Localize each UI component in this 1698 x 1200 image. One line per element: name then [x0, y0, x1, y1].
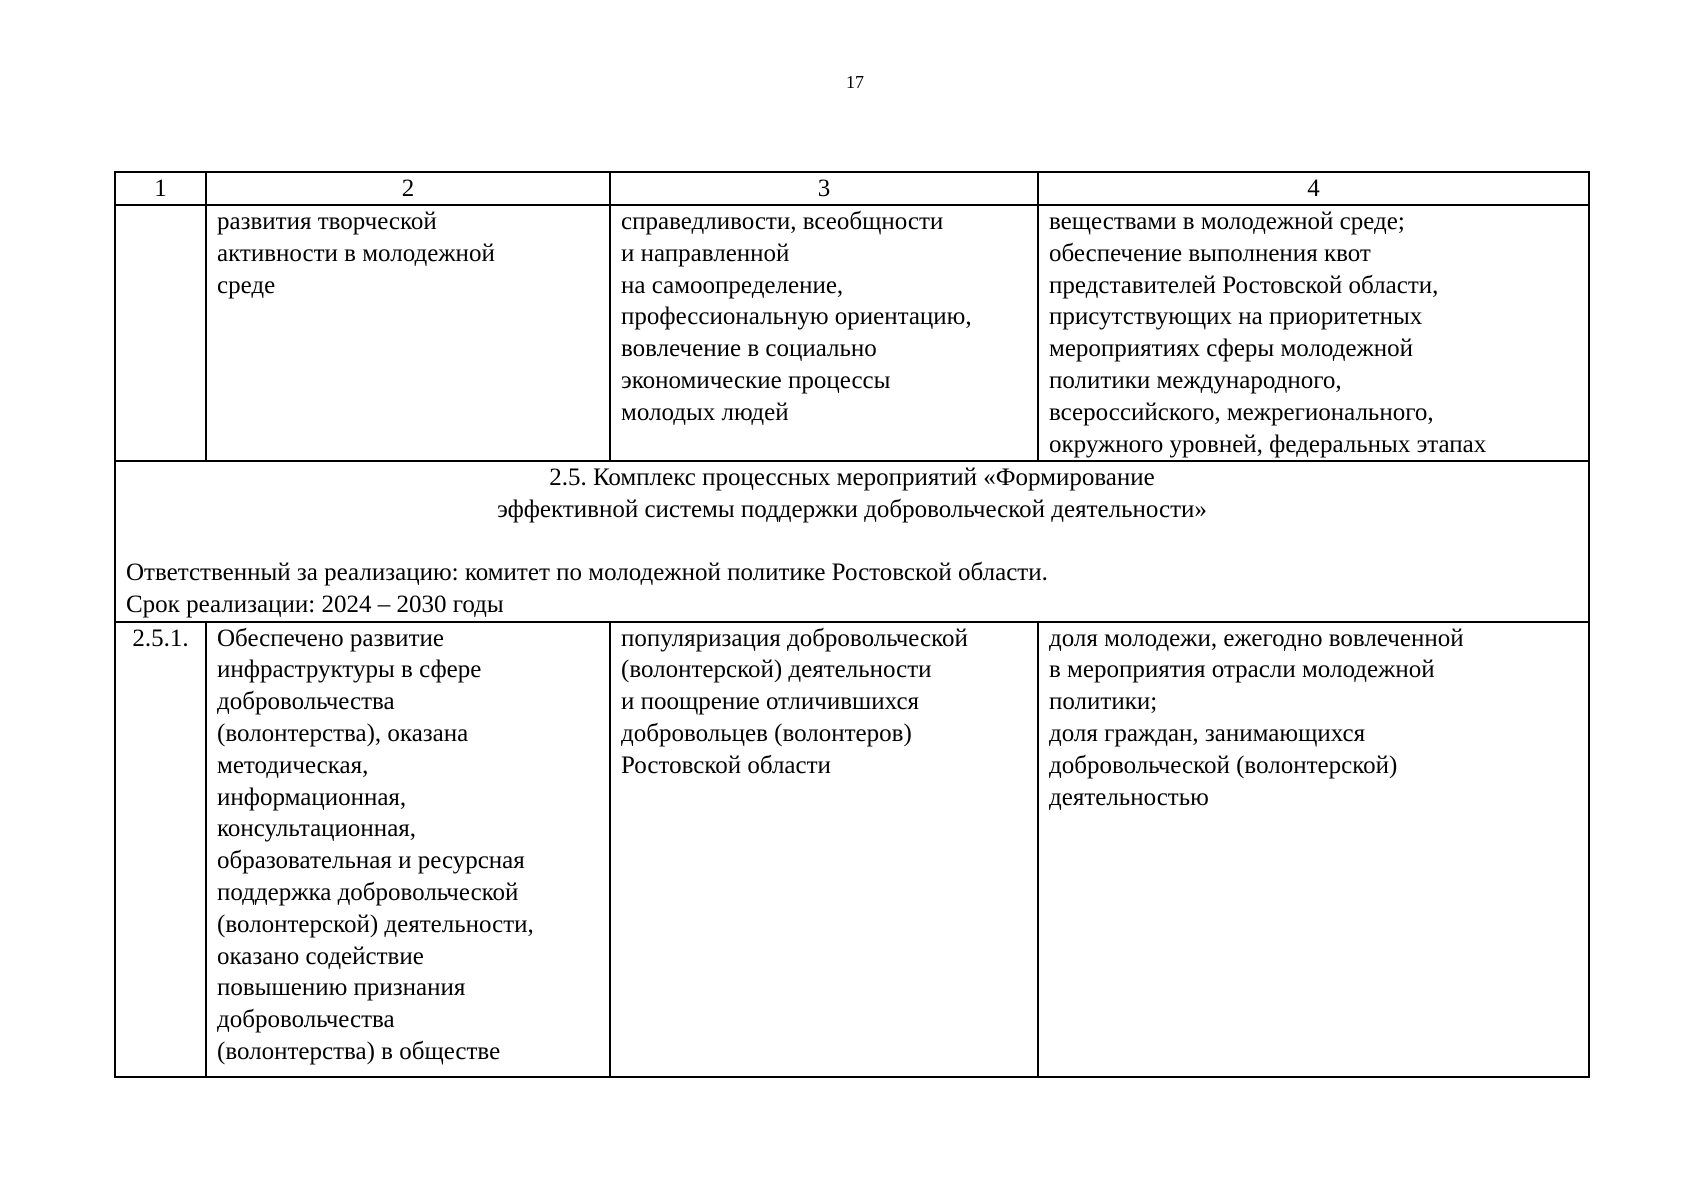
page-number: 17: [846, 72, 864, 92]
cell-indicators: [1038, 205, 1589, 461]
text-line: добровольчества: [217, 688, 395, 716]
text-line: добровольцев (волонтеров): [621, 719, 912, 747]
text-line: обеспечение выполнения квот: [1049, 239, 1371, 267]
table-row: [115, 205, 1589, 461]
text-line: поддержка добровольческой: [217, 878, 519, 906]
text-line: активности в молодежной: [217, 239, 495, 267]
text-line: и поощрение отличившихся: [621, 688, 920, 716]
text-line: деятельностью: [1049, 783, 1209, 811]
section-title: эффективной системы поддержки добровольческой деятельности»: [497, 496, 1207, 524]
cell-task-description: [610, 622, 1038, 1077]
text-line: на самоопределение,: [621, 271, 844, 299]
text-line: (волонтерской) деятельности: [621, 656, 932, 684]
text-line: развития творческой: [217, 208, 437, 235]
cell-task-name: [206, 205, 610, 461]
text-line: образовательная и ресурсная: [217, 847, 525, 875]
text-line: политики международного,: [1049, 366, 1342, 394]
text-line: (волонтерской) деятельности,: [217, 910, 534, 938]
text-line: окружного уровней, федеральных этапах: [1049, 430, 1487, 458]
text-line: инфраструктуры в сфере: [217, 656, 482, 684]
text-line: и направленной: [621, 239, 790, 267]
cell-indicators: [1038, 622, 1589, 1077]
header-col-3: 3: [610, 172, 1038, 205]
text-line: добровольчества: [217, 1006, 395, 1034]
cell-number: 2.5.1.: [115, 622, 206, 1077]
cell-task-name: [206, 622, 610, 1077]
text-line: справедливости, всеобщности: [621, 208, 944, 235]
header-col-1: 1: [115, 172, 206, 205]
text-line: среде: [217, 271, 276, 299]
cell-number: [115, 205, 206, 461]
text-line: (волонтерства) в обществе: [217, 1037, 501, 1065]
text-line: молодых людей: [621, 398, 789, 426]
cell-task-description: [610, 205, 1038, 461]
text-line: информационная,: [217, 783, 407, 811]
text-line: представителей Ростовской области,: [1049, 271, 1439, 299]
header-col-2: 2: [206, 172, 610, 205]
section-term: Срок реализации: 2024 – 2030 годы: [126, 590, 504, 618]
text-line: мероприятиях сферы молодежной: [1049, 335, 1414, 363]
text-line: присутствующих на приоритетных: [1049, 303, 1423, 331]
text-line: профессиональную ориентацию,: [621, 303, 972, 331]
table-row: [115, 622, 1589, 1077]
section-row: [115, 461, 1589, 621]
text-line: консультационная,: [217, 815, 417, 843]
text-line: всероссийского, межрегионального,: [1049, 398, 1434, 426]
text-line: политики;: [1049, 688, 1158, 716]
text-line: популяризация добровольческой: [621, 624, 968, 652]
table-header-row: [115, 172, 1589, 205]
text-line: веществами в молодежной среде;: [1049, 208, 1405, 235]
text-line: повышению признания: [217, 974, 466, 1002]
text-line: Обеспечено развитие: [217, 624, 444, 652]
header-col-4: 4: [1038, 172, 1589, 205]
section-title: 2.5. Комплекс процессных мероприятий «Формирование: [549, 464, 1155, 492]
text-line: методическая,: [217, 751, 369, 779]
text-line: добровольческой (волонтерской): [1049, 751, 1398, 779]
text-line: в мероприятия отрасли молодежной: [1049, 656, 1435, 684]
text-line: доля молодежи, ежегодно вовлеченной: [1049, 624, 1464, 652]
text-line: оказано содействие: [217, 942, 424, 970]
program-table: [114, 171, 1590, 1078]
section-header-cell: [115, 461, 1589, 621]
text-line: (волонтерства), оказана: [217, 719, 469, 747]
section-responsible: Ответственный за реализацию: комитет по молодежной политике Ростовской области.: [126, 558, 1048, 586]
text-line: Ростовской области: [621, 751, 831, 779]
text-line: экономические процессы: [621, 366, 891, 394]
text-line: доля граждан, занимающихся: [1049, 719, 1366, 747]
text-line: вовлечение в социально: [621, 335, 877, 363]
